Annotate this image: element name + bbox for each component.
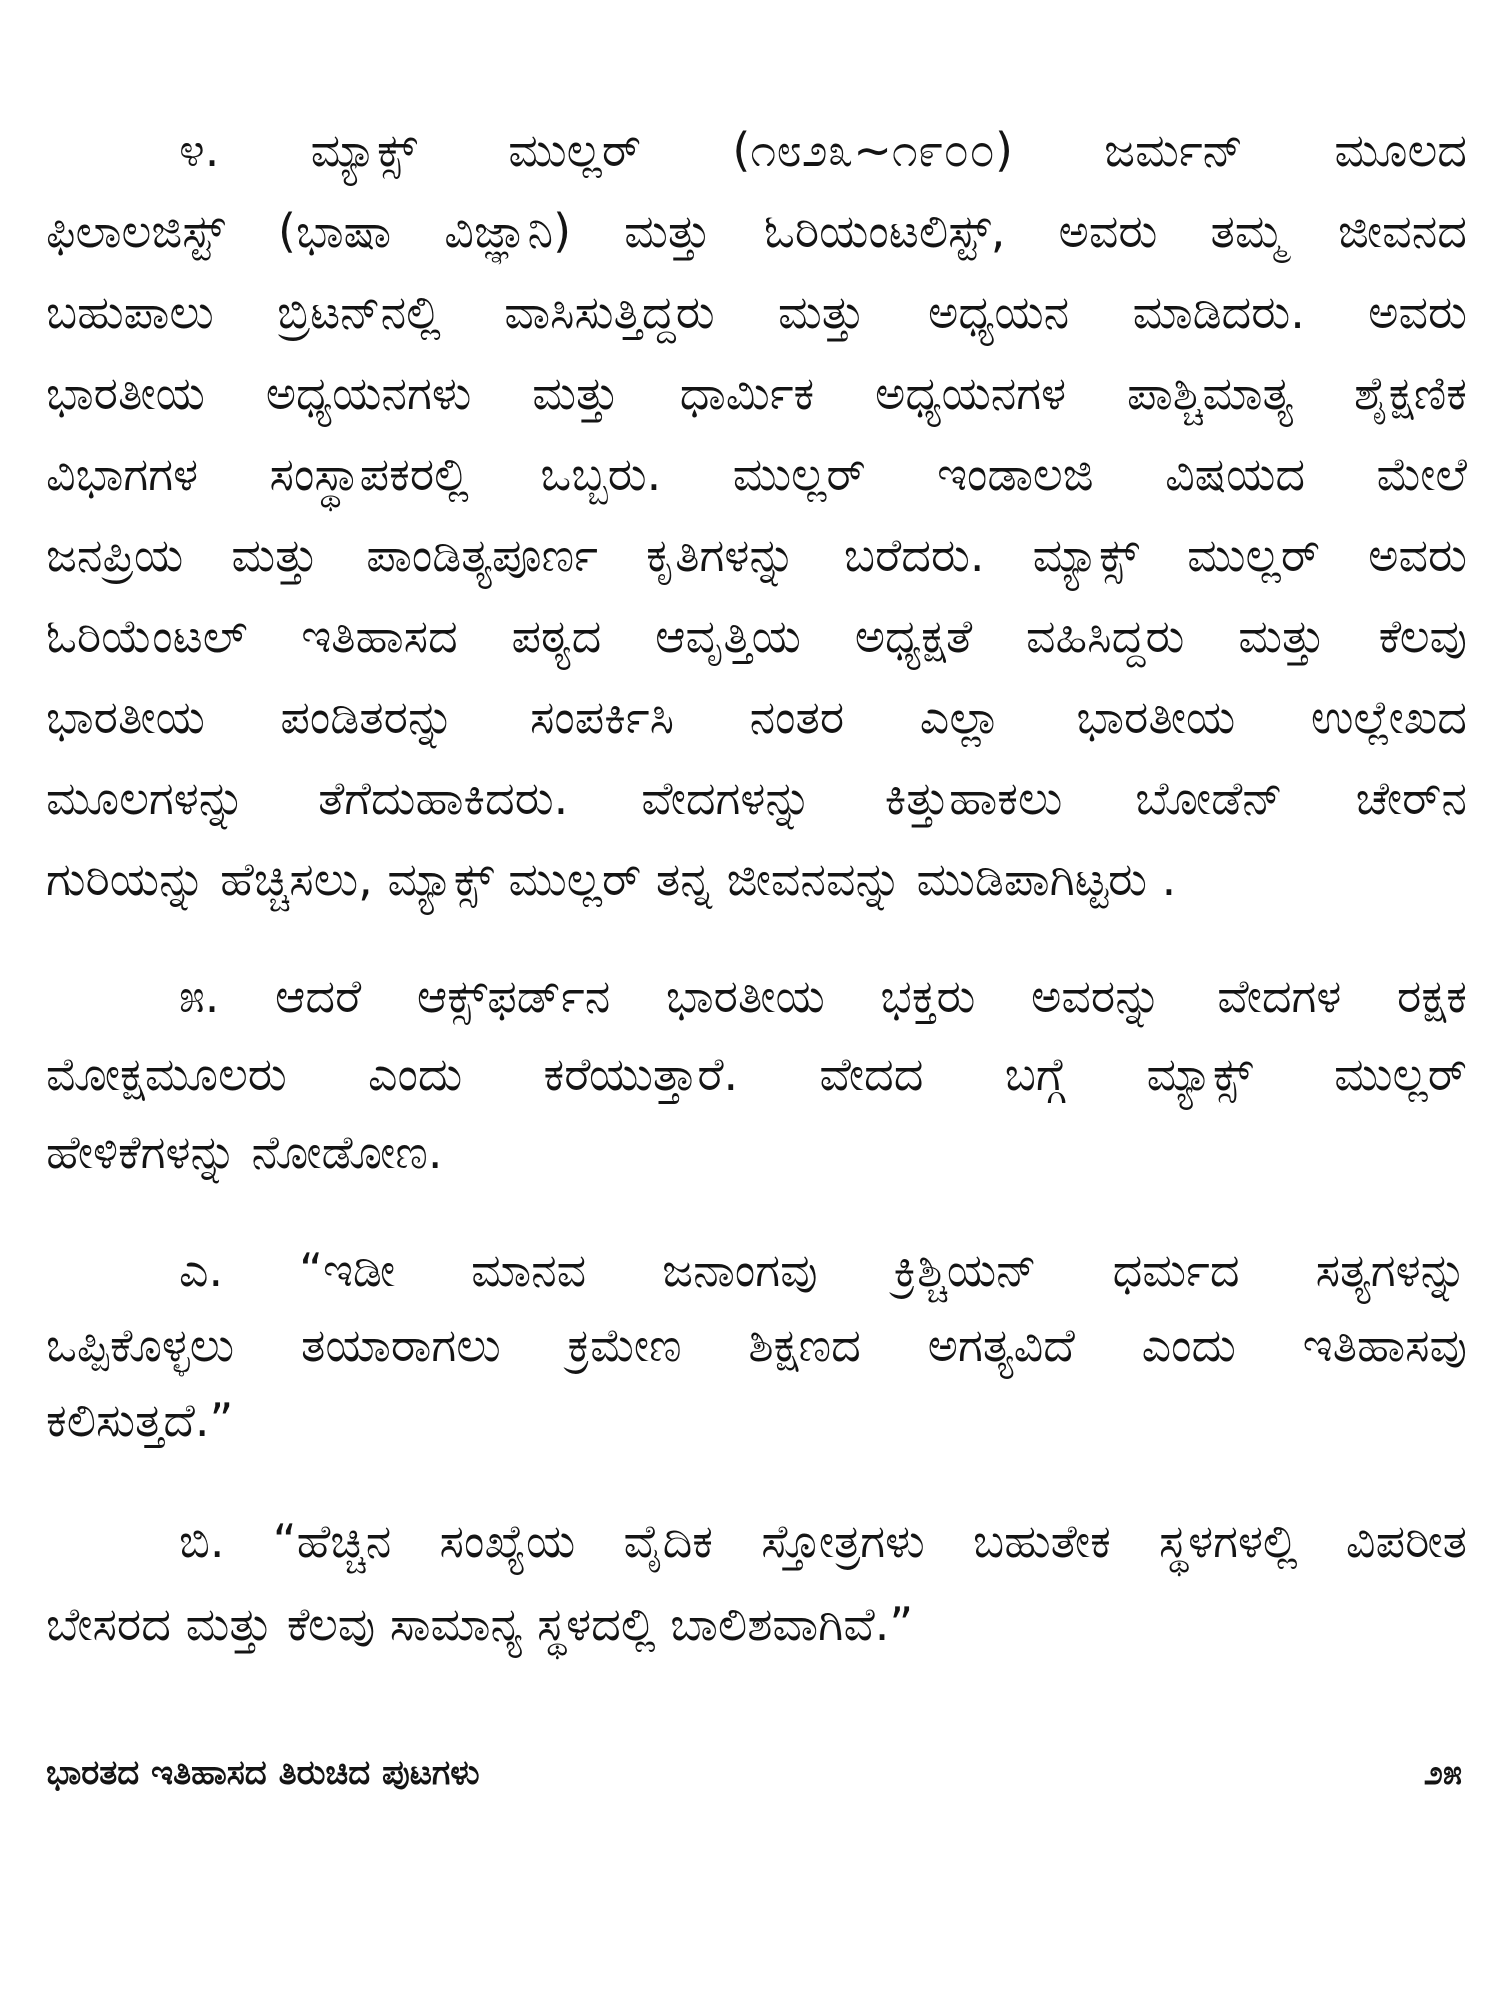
paragraph-item-4 bbox=[46, 110, 1467, 920]
text-line: ಒಪ್ಪಿಕೊಳ್ಳಲು ತಯಾರಾಗಲು ಕ್ರಮೇಣ ಶಿಕ್ಷಣದ ಅಗತ್ಯವಿದೆ ಎಂದು ಇತಿಹಾಸವು bbox=[46, 1318, 1467, 1372]
text-line: ವಿಭಾಗಗಳ ಸಂಸ್ಥಾಪಕರಲ್ಲಿ ಒಬ್ಬರು. ಮುಲ್ಲರ್ ಇಂಡಾಲಜಿ ವಿಷಯದ ಮೇಲೆ bbox=[46, 447, 1467, 501]
text-line: ಜನಪ್ರಿಯ ಮತ್ತು ಪಾಂಡಿತ್ಯಪೂರ್ಣ ಕೃತಿಗಳನ್ನು ಬರೆದರು. ಮ್ಯಾಕ್ಸ್ ಮುಲ್ಲರ್ ಅವರು bbox=[46, 528, 1467, 582]
text-line: ಓರಿಯೆಂಟಲ್ ಇತಿಹಾಸದ ಪಠ್ಯದ ಆವೃತ್ತಿಯ ಅಧ್ಯಕ್ಷತೆ ವಹಿಸಿದ್ದರು ಮತ್ತು ಕೆಲವು bbox=[46, 609, 1467, 663]
text-line: ಮೂಲಗಳನ್ನು ತೆಗೆದುಹಾಕಿದರು. ವೇದಗಳನ್ನು ಕಿತ್ತುಹಾಕಲು ಬೋಡೆನ್ ಚೇರ್‌ನ bbox=[46, 771, 1467, 825]
page-number: ೨೫ bbox=[1423, 1753, 1462, 1793]
text-line: ಗುರಿಯನ್ನು ಹೆಚ್ಚಿಸಲು, ಮ್ಯಾಕ್ಸ್ ಮುಲ್ಲರ್ ತನ್ನ ಜೀವನವನ್ನು ಮುಡಿಪಾಗಿಟ್ಟರು . bbox=[46, 852, 1177, 906]
text-line: ಭಾರತೀಯ ಪಂಡಿತರನ್ನು ಸಂಪರ್ಕಿಸಿ ನಂತರ ಎಲ್ಲಾ ಭಾರತೀಯ ಉಲ್ಲೇಖದ bbox=[46, 690, 1467, 744]
page-footer bbox=[46, 1748, 1462, 1798]
text-line: ಕಲಿಸುತ್ತದೆ.” bbox=[46, 1393, 234, 1447]
paragraph-quote-a bbox=[46, 1233, 1467, 1458]
text-line: ೫. ಆದರೆ ಆಕ್ಸ್‌ಫರ್ಡ್‌ನ ಭಾರತೀಯ ಭಕ್ತರು ಅವರನ್ನು ವೇದಗಳ ರಕ್ಷಕ bbox=[179, 969, 1467, 1023]
text-line: ಬಹುಪಾಲು ಬ್ರಿಟನ್‌ನಲ್ಲಿ ವಾಸಿಸುತ್ತಿದ್ದರು ಮತ್ತು ಅಧ್ಯಯನ ಮಾಡಿದರು. ಅವರು bbox=[46, 285, 1467, 339]
text-line: ಫಿಲಾಲಜಿಸ್ಟ್ (ಭಾಷಾ ವಿಜ್ಞಾನಿ) ಮತ್ತು ಓರಿಯಂಟಲಿಸ್ಟ್, ಅವರು ತಮ್ಮ ಜೀವನದ bbox=[46, 204, 1467, 258]
running-title: ಭಾರತದ ಇತಿಹಾಸದ ತಿರುಚಿದ ಪುಟಗಳು bbox=[46, 1753, 480, 1793]
text-line: ಎ. “ಇಡೀ ಮಾನವ ಜನಾಂಗವು ಕ್ರಿಶ್ಚಿಯನ್ ಧರ್ಮದ ಸತ್ಯಗಳನ್ನು bbox=[179, 1243, 1467, 1297]
paragraph-item-5 bbox=[46, 957, 1467, 1191]
text-line: ಹೇಳಿಕೆಗಳನ್ನು ನೋಡೋಣ. bbox=[46, 1125, 443, 1179]
text-line: ಬಿ. “ಹೆಚ್ಚಿನ ಸಂಖ್ಯೆಯ ವೈದಿಕ ಸ್ತೋತ್ರಗಳು ಬಹುತೇಕ ಸ್ಥಳಗಳಲ್ಲಿ ವಿಪರೀತ bbox=[179, 1514, 1467, 1568]
text-line: ಭಾರತೀಯ ಅಧ್ಯಯನಗಳು ಮತ್ತು ಧಾರ್ಮಿಕ ಅಧ್ಯಯನಗಳ ಪಾಶ್ಚಿಮಾತ್ಯ ಶೈಕ್ಷಣಿಕ bbox=[46, 366, 1467, 420]
text-line: ೪. ಮ್ಯಾಕ್ಸ್ ಮುಲ್ಲರ್ (೧೮೨೩~೧೯೦೦) ಜರ್ಮನ್ ಮೂಲದ bbox=[179, 123, 1467, 177]
text-line: ಬೇಸರದ ಮತ್ತು ಕೆಲವು ಸಾಮಾನ್ಯ ಸ್ಥಳದಲ್ಲಿ ಬಾಲಿಶವಾಗಿವೆ.” bbox=[46, 1597, 914, 1651]
paragraph-quote-b bbox=[46, 1500, 1467, 1666]
text-line: ಮೋಕ್ಷಮೂಲರು ಎಂದು ಕರೆಯುತ್ತಾರೆ. ವೇದದ ಬಗ್ಗೆ ಮ್ಯಾಕ್ಸ್ ಮುಲ್ಲರ್ bbox=[46, 1047, 1467, 1101]
